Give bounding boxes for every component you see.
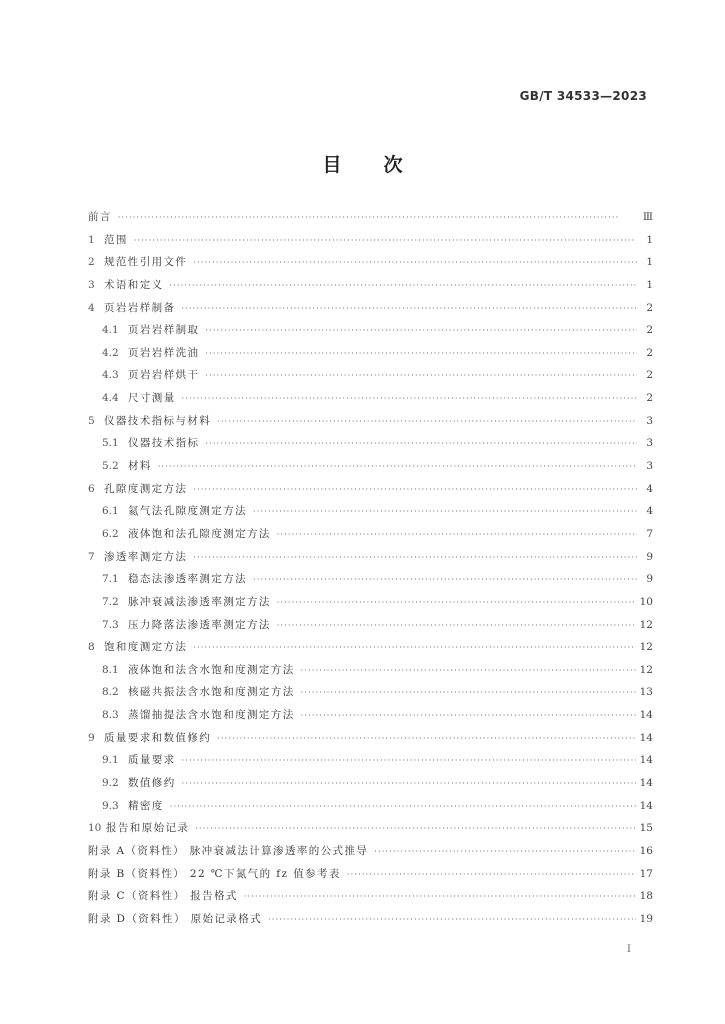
toc-entry-number: 1 [88, 233, 95, 246]
toc-leader-dots [268, 909, 636, 932]
toc-leader-dots [277, 615, 636, 638]
toc-entry-page: 3 [646, 460, 653, 473]
toc-entry-label: 附录 C（资料性） 报告格式 [88, 890, 238, 903]
toc-entry-number: 7.2 [102, 595, 119, 608]
toc-entry[interactable] [88, 908, 653, 931]
toc-leader-dots [181, 298, 637, 321]
toc-leader-dots [182, 388, 637, 411]
toc-leader-dots [277, 524, 637, 547]
toc-entry-number: 7.1 [102, 573, 119, 586]
toc-entry-page: 14 [639, 799, 653, 812]
toc-entry-label: 术语和定义 [104, 278, 164, 291]
toc-leader-dots [118, 207, 637, 230]
toc-entry-number: 5.2 [102, 460, 119, 473]
toc-entry[interactable] [88, 863, 653, 886]
toc-entry-label: 压力降落法渗透率测定方法 [128, 618, 271, 631]
toc-leader-dots [205, 343, 637, 366]
toc-entry-label: 质量要求 [128, 754, 176, 767]
toc-entry-page: 18 [639, 890, 653, 903]
toc-entry-number: 8.1 [102, 663, 119, 676]
toc-entry-page: 2 [646, 346, 653, 359]
toc-entry-label: 饱和度测定方法 [104, 641, 188, 654]
toc-leader-dots [193, 637, 635, 660]
toc-entry-label: 质量要求和数值修约 [104, 731, 212, 744]
toc-entry-number: 4.4 [102, 392, 119, 405]
toc-leader-dots [347, 864, 636, 887]
toc-entry-number: 6.2 [102, 527, 119, 540]
toc-entry-number: 5 [88, 414, 95, 427]
toc-entry-page: 1 [646, 278, 653, 291]
toc-entry-page: 9 [646, 550, 653, 563]
toc-entry[interactable] [88, 432, 653, 455]
toc-entry-page: 4 [646, 482, 653, 495]
toc-entry-number: 6 [88, 482, 95, 495]
toc-leader-dots [170, 275, 638, 298]
toc-entry-page: 2 [646, 301, 653, 314]
toc-entry[interactable] [88, 387, 653, 410]
toc-entry-page: 16 [639, 844, 653, 857]
toc-entry[interactable] [88, 523, 653, 546]
toc-leader-dots [182, 750, 636, 773]
toc-entry-label: 液体饱和法孔隙度测定方法 [128, 527, 271, 540]
toc-entry[interactable] [88, 297, 653, 320]
toc-entry-page: 12 [639, 663, 653, 676]
toc-leader-dots [277, 592, 636, 615]
toc-leader-dots [182, 773, 636, 796]
toc-entry-page: 7 [646, 527, 653, 540]
toc-leader-dots [217, 728, 636, 751]
toc-entry[interactable] [88, 727, 653, 750]
toc-entry-page: 14 [639, 754, 653, 767]
toc-entry-page: 14 [639, 777, 653, 790]
page-title-part2: 次 [383, 154, 403, 176]
toc-leader-dots [253, 501, 637, 524]
toc-entry-label: 脉冲衰减法渗透率测定方法 [128, 595, 271, 608]
toc-entry-number: 3 [88, 278, 95, 291]
toc-entry[interactable] [88, 251, 653, 274]
toc-entry-page: 13 [639, 686, 653, 699]
toc-leader-dots [374, 841, 635, 864]
toc-entry[interactable] [88, 591, 653, 614]
toc-entry-page: 12 [639, 641, 653, 654]
toc-entry-number: 8.3 [102, 709, 119, 722]
toc-entry-number: 4.1 [102, 324, 119, 337]
toc-entry-number: 9.1 [102, 754, 119, 767]
toc-entry-number: 8.2 [102, 686, 119, 699]
toc-entry-number: 6.1 [102, 505, 119, 518]
toc-entry[interactable] [88, 614, 653, 637]
toc-entry-label: 渗透率测定方法 [104, 550, 188, 563]
toc-entry-label: 附录 D（资料性） 原始记录格式 [88, 912, 262, 925]
toc-entry[interactable] [88, 885, 653, 908]
toc-entry-page: 9 [646, 573, 653, 586]
toc-leader-dots [217, 411, 637, 434]
toc-entry[interactable] [88, 568, 653, 591]
toc-leader-dots [301, 682, 636, 705]
toc-leader-dots [301, 660, 636, 683]
toc-entry-page: 2 [646, 369, 653, 382]
toc-entry-page: 1 [646, 256, 653, 269]
toc-entry-label: 氦气法孔隙度测定方法 [128, 505, 247, 518]
toc-entry[interactable] [88, 364, 653, 387]
toc-entry-label: 尺寸测量 [128, 392, 176, 405]
toc-entry[interactable] [88, 772, 653, 795]
toc-entry-label: 稳态法渗透率测定方法 [128, 573, 247, 586]
toc-leader-dots [134, 230, 637, 253]
toc-entry-label: 蒸馏抽提法含水饱和度测定方法 [128, 709, 295, 722]
toc-entry-number: 4.3 [102, 369, 119, 382]
toc-leader-dots [205, 433, 637, 456]
toc-entry-label: 核磁共振法含水饱和度测定方法 [128, 686, 295, 699]
toc-entry-page: 2 [646, 324, 653, 337]
toc-leader-dots [253, 569, 637, 592]
toc-entry-number: 5.1 [102, 437, 119, 450]
toc-entry-label: 页岩岩样烘干 [128, 369, 200, 382]
toc-entry[interactable] [88, 500, 653, 523]
toc-entry-page: 3 [646, 437, 653, 450]
toc-entry[interactable] [88, 206, 653, 229]
toc-entry-number: 7 [88, 550, 95, 563]
toc-entry-label: 仪器技术指标 [128, 437, 200, 450]
toc-leader-dots [170, 796, 636, 819]
toc-entry-label: 精密度 [128, 799, 164, 812]
toc-entry[interactable] [88, 704, 653, 727]
toc-entry-label: 前言 [88, 211, 112, 223]
toc-leader-dots [193, 547, 637, 570]
toc-entry-page: 14 [639, 731, 653, 744]
toc-entry-page: 12 [639, 618, 653, 631]
toc-entry[interactable] [88, 659, 653, 682]
toc-leader-dots [205, 320, 637, 343]
toc-entry-label: 附录 B（资料性） 22 ℃下氮气的 fz 值参考表 [88, 867, 341, 880]
toc-entry-label: 液体饱和法含水饱和度测定方法 [128, 663, 295, 676]
toc-entry-label: 数值修约 [128, 777, 176, 790]
toc-entry-label: 材料 [128, 460, 152, 473]
toc-entry-page: 1 [646, 233, 653, 246]
toc-entry[interactable] [88, 274, 653, 297]
toc-entry[interactable] [88, 342, 653, 365]
toc-entry-number: 7.3 [102, 618, 119, 631]
toc-entry-page: Ⅲ [642, 211, 653, 223]
toc-leader-dots [193, 479, 637, 502]
page-title [0, 150, 725, 177]
toc-leader-dots [301, 705, 636, 728]
toc-entry-label: 附录 A（资料性） 脉冲衰减法计算渗透率的公式推导 [88, 844, 369, 857]
toc-entry[interactable] [88, 840, 653, 863]
toc-entry-page: 14 [639, 709, 653, 722]
toc-entry[interactable] [88, 455, 653, 478]
toc-entry-label: 页岩岩样制取 [128, 324, 200, 337]
toc-entry[interactable] [88, 319, 653, 342]
toc-entry-number: 4 [88, 301, 95, 314]
toc-entry-number: 9 [88, 731, 95, 744]
toc-entry[interactable] [88, 546, 653, 569]
toc-entry-number: 4.2 [102, 346, 119, 359]
toc-entry[interactable] [88, 749, 653, 772]
toc-leader-dots [158, 456, 637, 479]
page-number: I [627, 944, 631, 955]
toc-entry[interactable] [88, 636, 653, 659]
toc-leader-dots [205, 365, 637, 388]
toc-entry-number: 10 [88, 822, 102, 835]
toc-entry-page: 17 [639, 867, 653, 880]
document-code: GB/T 34533—2023 [519, 89, 647, 103]
toc-leader-dots [244, 886, 636, 909]
toc-entry-label: 页岩岩样洗油 [128, 346, 200, 359]
toc-entry-label: 报告和原始记录 [106, 822, 190, 835]
toc-entry[interactable] [88, 410, 653, 433]
toc-entry-number: 2 [88, 256, 95, 269]
toc-leader-dots [193, 252, 637, 275]
toc-entry-label: 孔隙度测定方法 [104, 482, 188, 495]
toc-entry-number: 9.2 [102, 777, 119, 790]
toc-entry-page: 3 [646, 414, 653, 427]
toc-entry-page: 15 [639, 822, 653, 835]
toc-entry-label: 范围 [104, 233, 128, 246]
table-of-contents [88, 206, 653, 931]
toc-entry[interactable] [88, 229, 653, 252]
page-title-part1: 目 [322, 154, 342, 176]
toc-entry-page: 2 [646, 392, 653, 405]
toc-entry-label: 仪器技术指标与材料 [104, 414, 212, 427]
toc-entry-label: 页岩岩样制备 [104, 301, 176, 314]
toc-entry-page: 19 [639, 912, 653, 925]
toc-entry-page: 4 [646, 505, 653, 518]
toc-entry-number: 9.3 [102, 799, 119, 812]
toc-entry[interactable] [88, 478, 653, 501]
toc-entry[interactable] [88, 681, 653, 704]
toc-leader-dots [195, 818, 635, 841]
toc-entry-number: 8 [88, 641, 95, 654]
toc-entry[interactable] [88, 817, 653, 840]
toc-entry[interactable] [88, 795, 653, 818]
toc-entry-label: 规范性引用文件 [104, 256, 188, 269]
toc-entry-page: 10 [639, 595, 653, 608]
